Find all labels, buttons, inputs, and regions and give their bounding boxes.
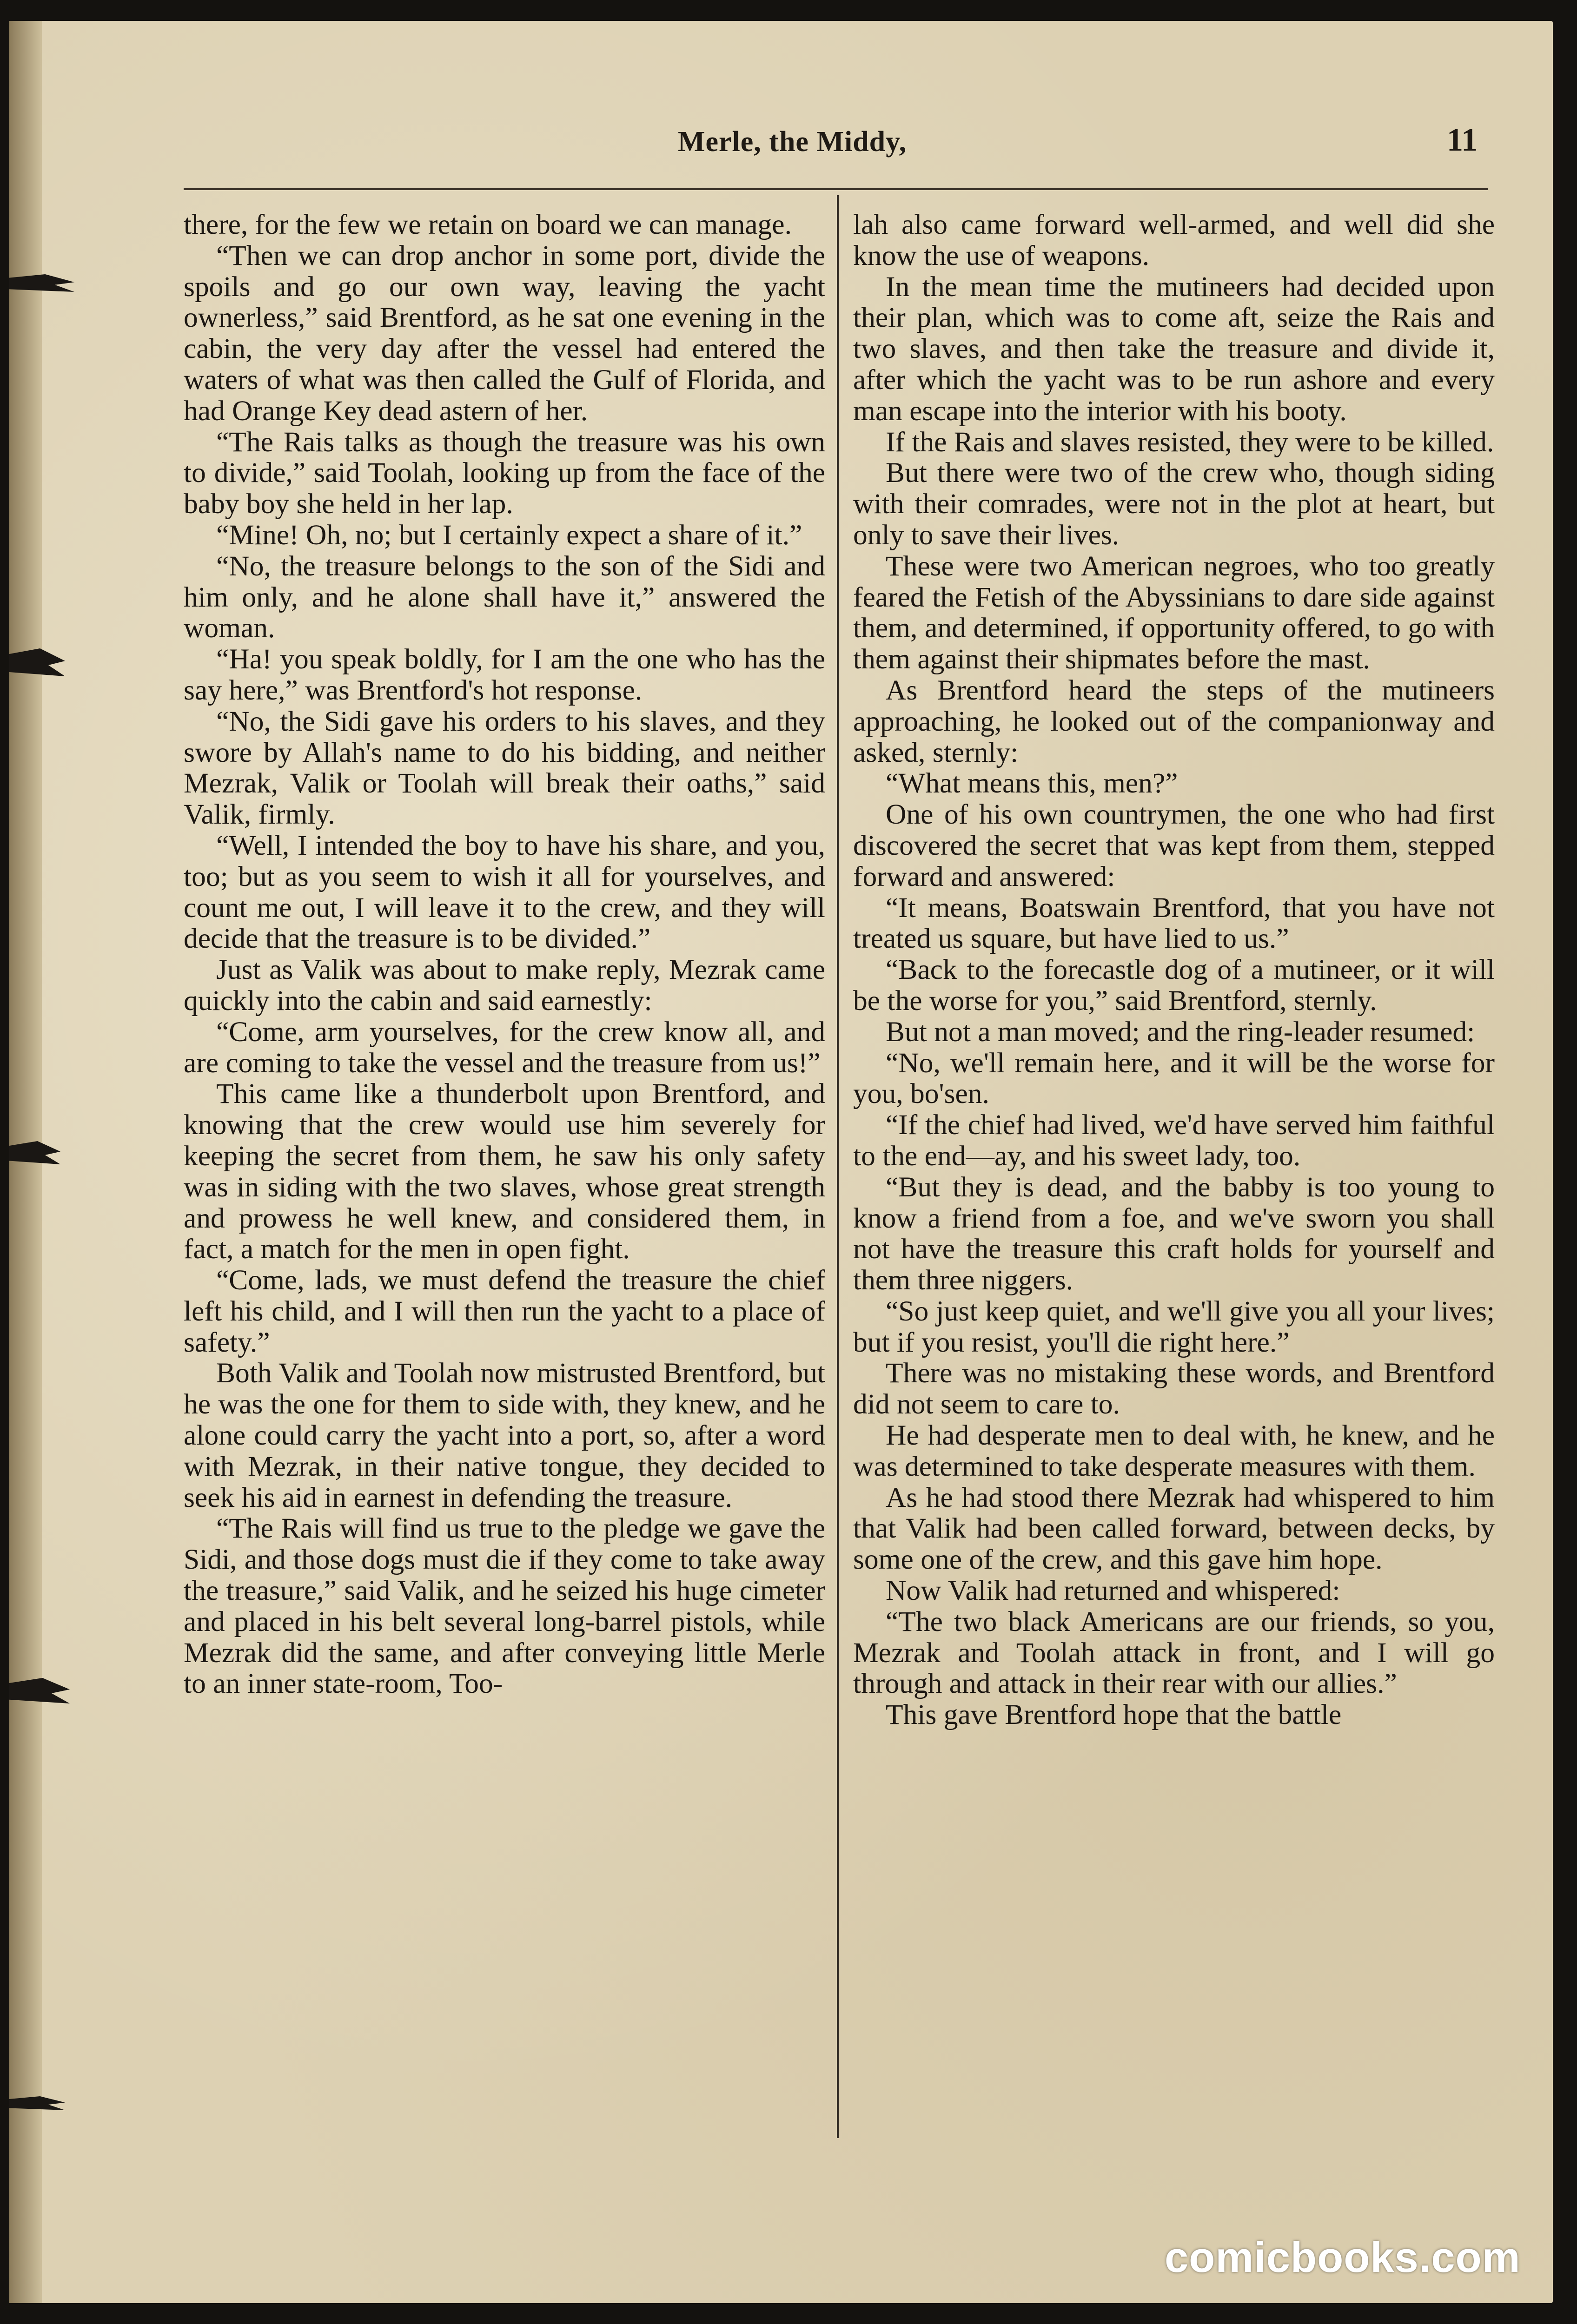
watermark: comicbooks.com [1165, 2234, 1521, 2281]
paragraph: He had desperate men to deal with, he knew, and he was determined to take desperate measures with them. [853, 1419, 1495, 1482]
right-column [853, 209, 1495, 1730]
paragraph: “Back to the forecastle dog of a mutineer, or it will be the worse for you,” said Brentford, sternly. [853, 954, 1495, 1017]
paragraph: “It means, Boatswain Brentford, that you have not treated us square, but have lied to us.” [853, 891, 1495, 955]
paragraph: Both Valik and Toolah now mistrusted Brentford, but he was the one for them to side with, they knew, and he alone could carry the yacht into a port, so, after a word with Mezrak, in their native tongue, they decided to seek his aid in earnest in defending the treasure. [184, 1357, 825, 1513]
paragraph: “Well, I intended the boy to have his share, and you, too; but as you seem to wish it all for yourselves, and count me out, I will leave it to the crew, and they will decide that the treasure is to be divided.” [184, 829, 825, 955]
paragraph: “But they is dead, and the babby is too young to know a friend from a foe, and we've sworn you shall not have the treasure this craft holds for yourself and them three niggers. [853, 1171, 1495, 1296]
paragraph: “Ha! you speak boldly, for I am the one who has the say here,” was Brentford's hot response. [184, 643, 825, 706]
column-divider [837, 195, 839, 2138]
paragraph: “What means this, men?” [886, 767, 1178, 799]
paragraph: This gave Brentford hope that the battle [886, 1699, 1342, 1731]
paragraph: “No, the Sidi gave his orders to his slaves, and they swore by Allah's name to do his bidding, and neither Mezrak, Valik or Toolah will break their oaths,” said Valik, firmly. [184, 705, 825, 831]
paragraph: Now Valik had returned and whispered: [886, 1575, 1340, 1607]
page-number: 11 [1447, 122, 1478, 158]
paragraph: lah also came forward well-armed, and well did she know the use of weapons. [853, 209, 1495, 271]
paragraph: “The Rais will find us true to the pledge we gave the Sidi, and those dogs must die if they come to take away the treasure,” said Valik, and he seized his huge cimeter and placed in his belt several long-barrel pistols, while Mezrak did the same, and after conveying little Merle to an inner state-room, Too- [184, 1512, 825, 1700]
paragraph: “So just keep quiet, and we'll give you all your lives; but if you resist, you'll die right here.” [853, 1295, 1495, 1358]
paragraph: “The two black Americans are our friends, so you, Mezrak and Toolah attack in front, and I will go through and attack in their rear with our allies.” [853, 1605, 1495, 1700]
binding-tear [9, 1678, 70, 1703]
paragraph: But there were two of the crew who, though siding with their comrades, were not in the plot at heart, but only to save their lives. [853, 457, 1495, 551]
paragraph: Just as Valik was about to make reply, Mezrak came quickly into the cabin and said earnestly: [184, 954, 825, 1017]
binding-tear [9, 648, 65, 676]
paragraph: As he had stood there Mezrak had whispered to him that Valik had been called forward, between decks, by some one of the crew, and this gave him hope. [853, 1481, 1495, 1576]
paragraph: This came like a thunderbolt upon Brentford, and knowing that the crew would use him severely for keeping the secret from them, he saw his only safety was in siding with the two slaves, whose great strength and prowess he well knew, and considered them, in fact, a match for the men in open fight. [184, 1078, 825, 1265]
paragraph: “If the chief had lived, we'd have served him faithful to the end—ay, and his sweet lady, too. [853, 1109, 1495, 1172]
paragraph: “No, we'll remain here, and it will be the worse for you, bo'sen. [853, 1047, 1495, 1110]
paragraph: “Then we can drop anchor in some port, divide the spoils and go our own way, leaving the yacht ownerless,” said Brentford, as he sat one evening in the cabin, the very day after the vessel had entered the waters of what was then called the Gulf of Florida, and had Orange Key dead astern of her. [184, 239, 825, 427]
paragraph: “Come, lads, we must defend the treasure the chief left his child, and I will then run the yacht to a place of safety.” [184, 1264, 825, 1358]
paragraph: If the Rais and slaves resisted, they were to be killed. [886, 426, 1494, 458]
paragraph: There was no mistaking these words, and Brentford did not seem to care to. [853, 1357, 1495, 1420]
paragraph: As Brentford heard the steps of the mutineers approaching, he looked out of the companionway and asked, sternly: [853, 674, 1495, 768]
paragraph: “Mine! Oh, no; but I certainly expect a share of it.” [216, 519, 802, 551]
binding-tear [9, 1141, 60, 1164]
binding-tear [9, 274, 74, 292]
paragraph: “Come, arm yourselves, for the crew know all, and are coming to take the vessel and the treasure from us!” [184, 1016, 825, 1079]
paragraph: In the mean time the mutineers had decided upon their plan, which was to come aft, seize the Rais and two slaves, and then take the treasure and divide it, after which the yacht was to be run ashore and every man escape into the interior with his booty. [853, 271, 1495, 427]
left-column [184, 209, 825, 1699]
paragraph: “No, the treasure belongs to the son of the Sidi and him only, and he alone shall have it,” answered the woman. [184, 550, 825, 644]
binding-tear [9, 2096, 65, 2110]
paragraph: “The Rais talks as though the treasure was his own to divide,” said Toolah, looking up from the face of the baby boy she held in her lap. [184, 426, 825, 520]
paragraph: These were two American negroes, who too greatly feared the Fetish of the Abyssinians to dare side against them, and determined, if opportunity offered, to go with them against their shipmates before the mast. [853, 550, 1495, 675]
running-title: Merle, the Middy, [678, 126, 907, 158]
paragraph: there, for the few we retain on board we can manage. [184, 209, 792, 240]
paragraph: But not a man moved; and the ring-leader resumed: [886, 1016, 1475, 1048]
paragraph: One of his own countrymen, the one who had first discovered the secret that was kept from them, stepped forward and answered: [853, 799, 1495, 892]
header-rule [184, 188, 1488, 190]
